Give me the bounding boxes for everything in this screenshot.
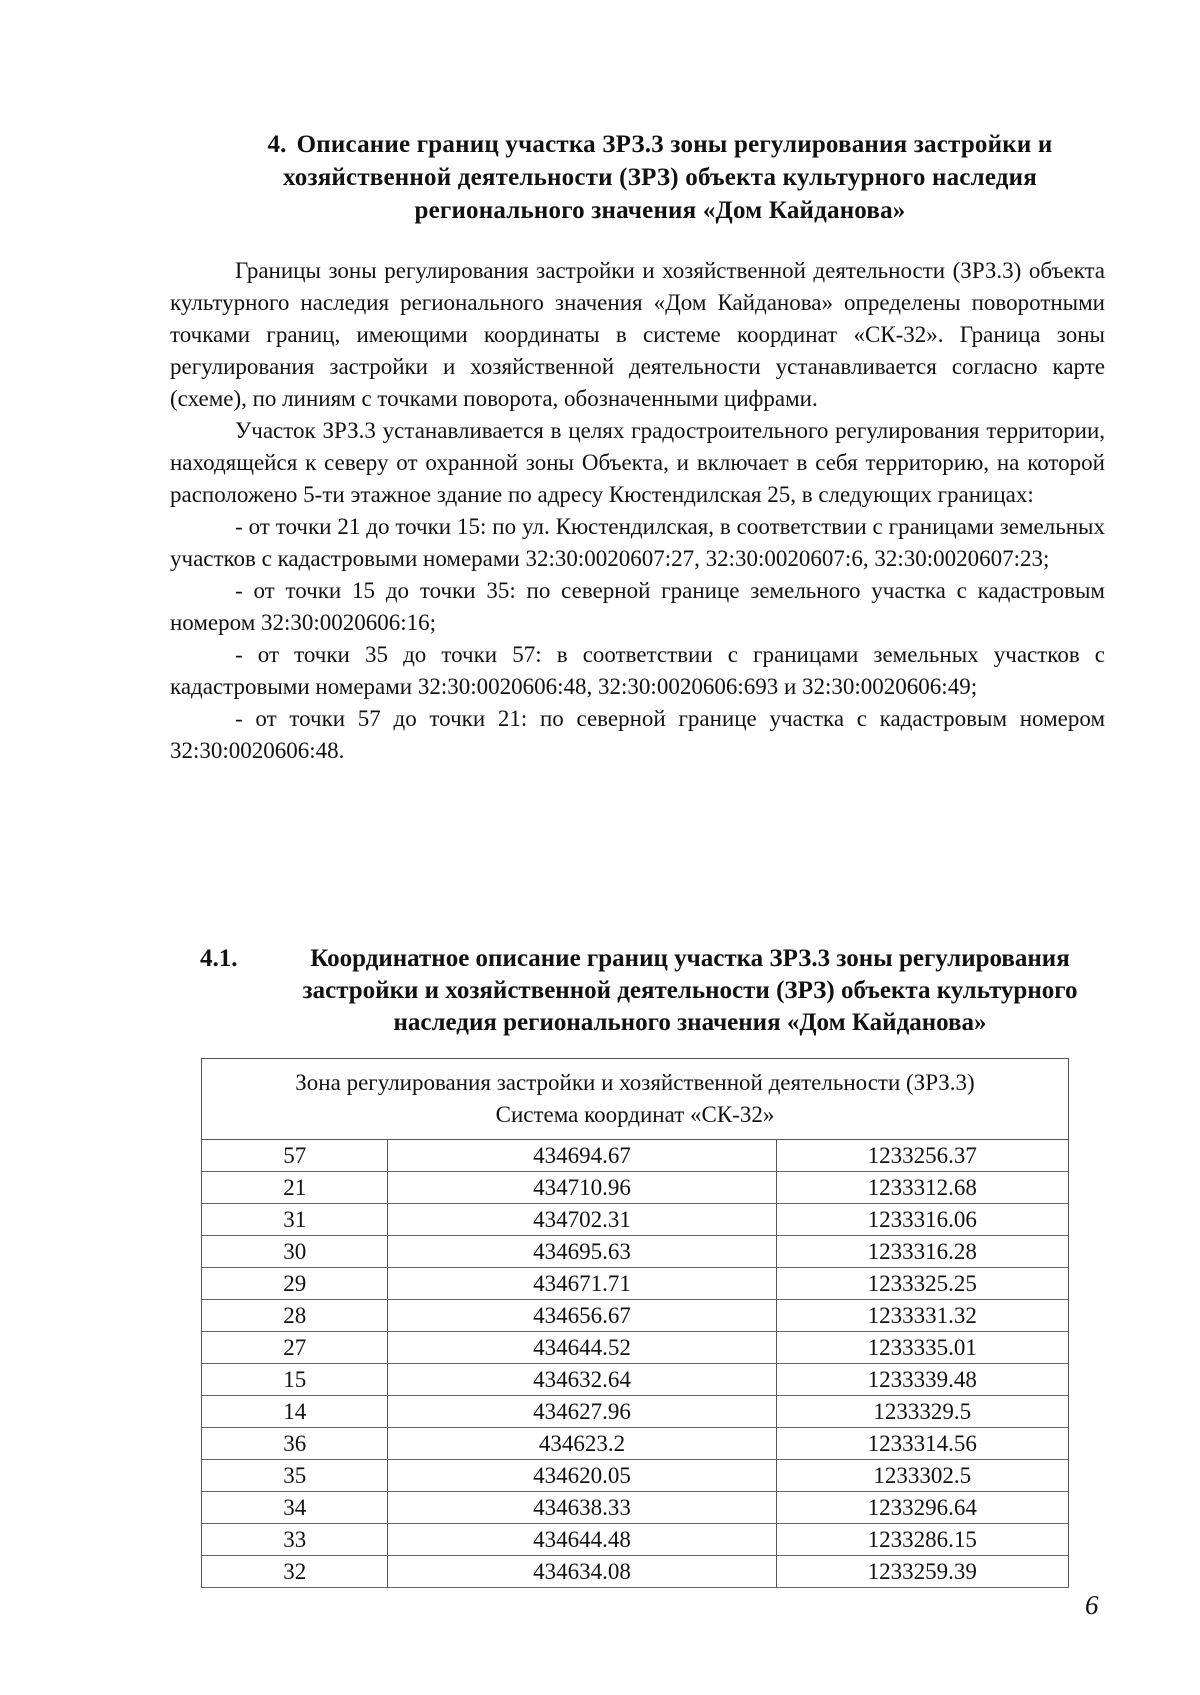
coordinate-y: 1233331.32 — [776, 1300, 1068, 1332]
paragraph: - от точки 35 до точки 57: в соответствии с границами земельных участков с кадастровыми номерами 32:30:0020606:48, 32:30:0020606:693 и 32:30:0020606:49; — [170, 642, 1105, 699]
table-header-row — [202, 1059, 1069, 1140]
subsection-number: 4.1. — [200, 945, 238, 972]
point-number: 15 — [202, 1364, 388, 1396]
paragraph: - от точки 15 до точки 35: по северной границе земельного участка с кадастровым номером 32:30:0020606:16; — [170, 578, 1105, 635]
paragraph: Границы зоны регулирования застройки и хозяйственной деятельности (ЗРЗ.3) объекта культурного наследия регионального значения «Дом Кайданова» определены поворотными точками границ, имеющими координаты в системе координат «СК-32». Граница зоны регулирования застройки и хозяйственной деятельности устанавливается согласно карте (схеме), по линиям с точками поворота, обозначенными цифрами. — [170, 258, 1105, 411]
coordinate-y: 1233335.01 — [776, 1332, 1068, 1364]
table-row — [202, 1428, 1069, 1460]
coordinate-x: 434620.05 — [388, 1460, 776, 1492]
point-number: 14 — [202, 1396, 388, 1428]
paragraph: - от точки 21 до точки 15: по ул. Кюстендилская, в соответствии с границами земельных участков с кадастровыми номерами 32:30:0020607:27, 32:30:0020607:6, 32:30:0020607:23; — [170, 514, 1105, 571]
point-number: 30 — [202, 1236, 388, 1268]
coordinate-x: 434644.48 — [388, 1524, 776, 1556]
table-row — [202, 1524, 1069, 1556]
point-number: 36 — [202, 1428, 388, 1460]
coordinate-x: 434632.64 — [388, 1364, 776, 1396]
coordinate-y: 1233259.39 — [776, 1556, 1068, 1588]
table-row — [202, 1396, 1069, 1428]
paragraph: Участок ЗРЗ.3 устанавливается в целях градостроительного регулирования территории, находящейся к северу от охранной зоны Объекта, и включает в себя территорию, на которой расположено 5-ти этажное здание по адресу Кюстендилская 25, в следующих границах: — [170, 418, 1105, 507]
coordinate-x: 434627.96 — [388, 1396, 776, 1428]
point-number: 28 — [202, 1300, 388, 1332]
coordinate-y: 1233286.15 — [776, 1524, 1068, 1556]
table-header — [202, 1059, 1069, 1140]
coordinate-x: 434694.67 — [388, 1140, 776, 1172]
point-number: 27 — [202, 1332, 388, 1364]
coordinate-y: 1233329.5 — [776, 1396, 1068, 1428]
paragraph: - от точки 57 до точки 21: по северной границе участка с кадастровым номером 32:30:0020606:48. — [170, 706, 1105, 763]
table-row — [202, 1460, 1069, 1492]
table-row — [202, 1332, 1069, 1364]
coordinate-y: 1233316.06 — [776, 1204, 1068, 1236]
coordinate-x: 434702.31 — [388, 1204, 776, 1236]
table-row — [202, 1204, 1069, 1236]
table-row — [202, 1364, 1069, 1396]
coordinate-y: 1233339.48 — [776, 1364, 1068, 1396]
coordinate-y: 1233314.56 — [776, 1428, 1068, 1460]
coordinate-x: 434644.52 — [388, 1332, 776, 1364]
page-number: 6 — [1085, 1590, 1099, 1620]
table-row — [202, 1556, 1069, 1588]
coordinate-x: 434656.67 — [388, 1300, 776, 1332]
section-heading — [220, 128, 1100, 227]
coordinates-table — [201, 1058, 1069, 1588]
point-number: 35 — [202, 1460, 388, 1492]
coordinate-y: 1233312.68 — [776, 1172, 1068, 1204]
coordinate-x: 434695.63 — [388, 1236, 776, 1268]
point-number: 29 — [202, 1268, 388, 1300]
coordinate-x: 434671.71 — [388, 1268, 776, 1300]
coordinate-y: 1233316.28 — [776, 1236, 1068, 1268]
table-row — [202, 1172, 1069, 1204]
subsection-heading — [200, 943, 1105, 1039]
coordinate-y: 1233325.25 — [776, 1268, 1068, 1300]
subsection-title: Координатное описание границ участка ЗРЗ.3 зоны регулирования застройки и хозяйственной деятельности (ЗРЗ) объекта культурного наследия регионального значения «Дом Кайданова» — [302, 945, 1078, 1036]
point-number: 32 — [202, 1556, 388, 1588]
section-title: Описание границ участка ЗРЗ.3 зоны регулирования застройки и хозяйственной деятельности (ЗРЗ) объекта культурного наследия регионального значения «Дом Кайданова» — [283, 131, 1053, 224]
coordinate-y: 1233302.5 — [776, 1460, 1068, 1492]
table-row — [202, 1492, 1069, 1524]
point-number: 31 — [202, 1204, 388, 1236]
coordinate-x: 434710.96 — [388, 1172, 776, 1204]
table-row — [202, 1236, 1069, 1268]
table-header-system: Система координат «СК-32» — [495, 1102, 775, 1127]
coordinate-y: 1233256.37 — [776, 1140, 1068, 1172]
table-header-title: Зона регулирования застройки и хозяйственной деятельности (ЗРЗ.3) — [295, 1070, 975, 1095]
table-row — [202, 1300, 1069, 1332]
coordinate-y: 1233296.64 — [776, 1492, 1068, 1524]
coordinate-x: 434638.33 — [388, 1492, 776, 1524]
coordinate-x: 434623.2 — [388, 1428, 776, 1460]
section-number: 4. — [267, 131, 287, 158]
coordinate-x: 434634.08 — [388, 1556, 776, 1588]
table-row — [202, 1140, 1069, 1172]
point-number: 33 — [202, 1524, 388, 1556]
point-number: 21 — [202, 1172, 388, 1204]
point-number: 57 — [202, 1140, 388, 1172]
point-number: 34 — [202, 1492, 388, 1524]
table-row — [202, 1268, 1069, 1300]
body-text — [170, 255, 1105, 767]
